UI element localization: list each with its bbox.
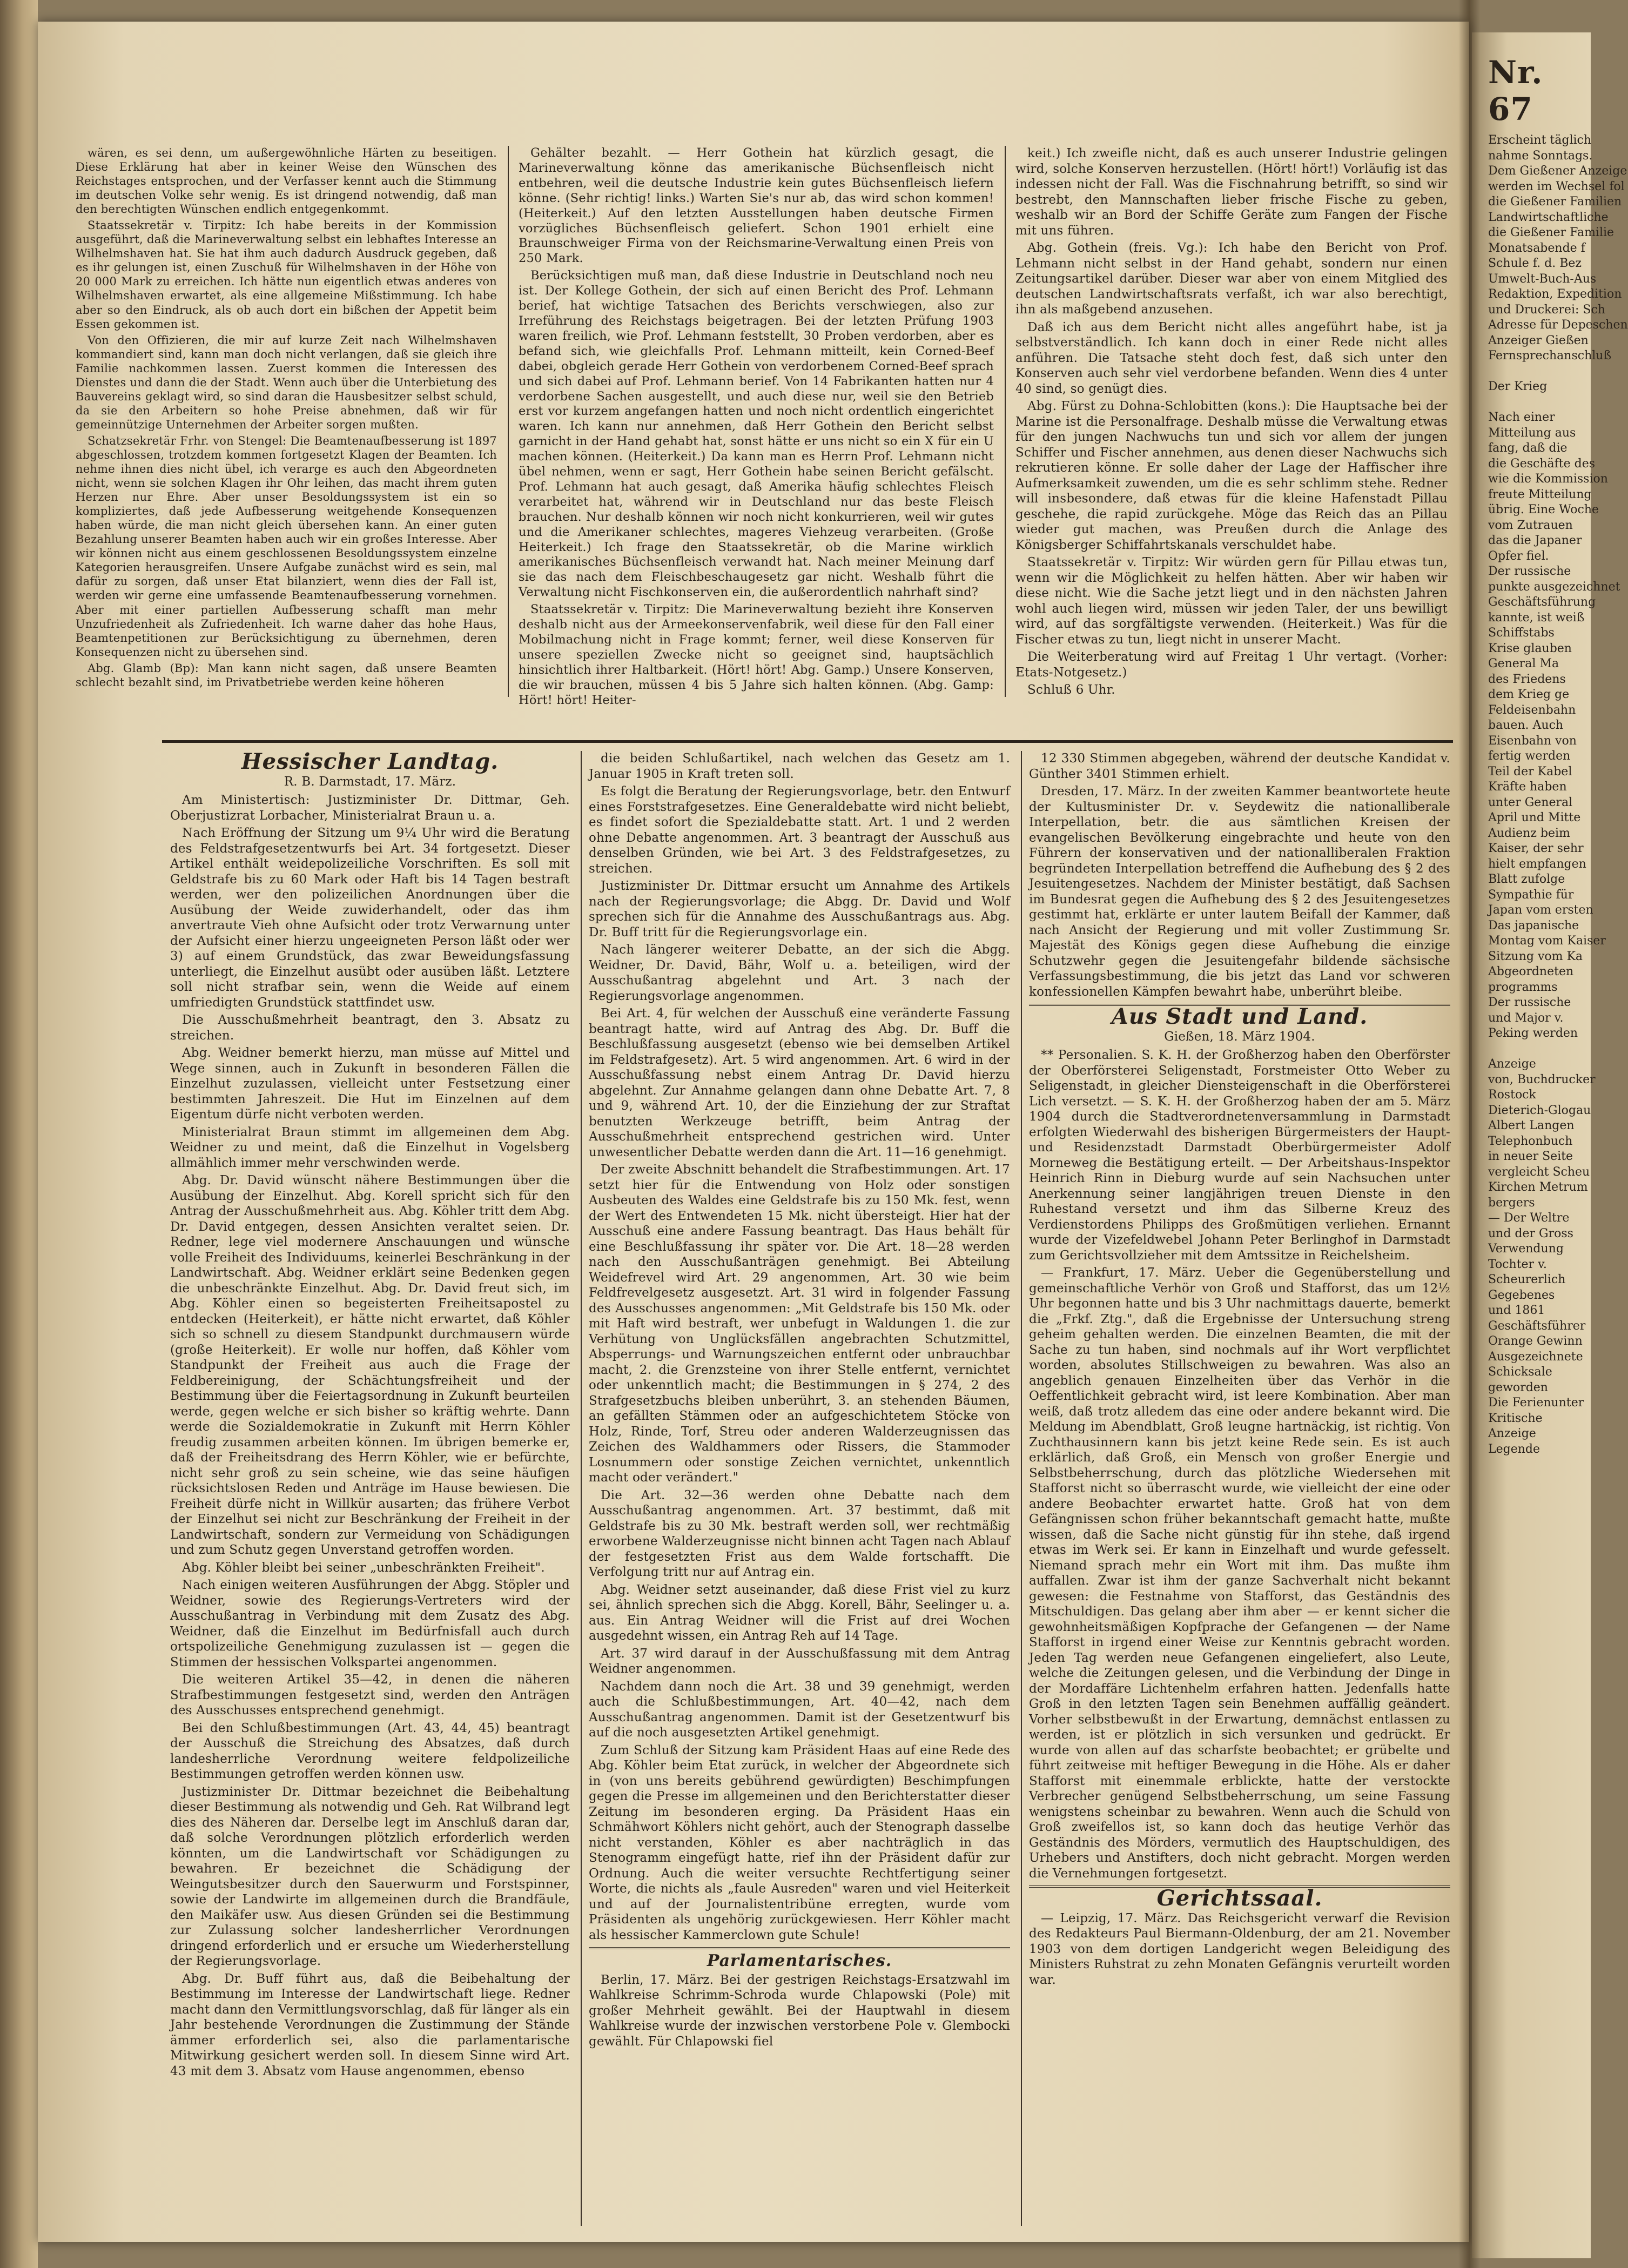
adjacent-page-line: Anzeige bbox=[1488, 1427, 1536, 1440]
article-paragraph: Die Weiterberatung wird auf Freitag 1 Uhr vertagt. (Vorher: Etats-Notgesetz.) bbox=[1015, 650, 1448, 680]
column-divider bbox=[508, 146, 509, 697]
adjacent-page-line bbox=[1488, 395, 1591, 411]
article-paragraph: Abg. Fürst zu Dohna-Schlobitten (kons.): Die Hauptsache bei der Marine ist die Personalfrage. Deshalb müsse die Verwaltung etwas für den jungen Nachwuchs tun und sich vor allem der jungen Schiffer und Fischer annehmen, aus denen dieser Nachwuchs sich rekrutieren könne. Er solle daher der Lage der Haffischer ihre Aufmerksamkeit zuwenden, um die es sehr schlimm stehe. Redner will insbesondere, daß etwas für die kleine Hafenstadt Pillau geschehe, die rapid zurückgehe. Möge das Reich das an Pillau wieder gut machen, was Preußen durch die Anlage des Königsberger Schiffahrtskanals verschuldet habe. bbox=[1015, 399, 1448, 552]
article-paragraph: Nachdem dann noch die Art. 38 und 39 genehmigt, werden auch die Schlußbestimmungen, Art. 40—42, nach dem Ausschußantrag angenommen. Damit ist der Gesetzentwurf bis auf die noch ausgesetzten Artikel genehmigt. bbox=[589, 1679, 1010, 1740]
article-paragraph: wären, es sei denn, um außergewöhnliche Härten zu beseitigen. Diese Erklärung hat aber in keiner Weise den Wünschen des Reichstages entsprochen, und der Verfasser kennt auch die Stimmung im deutschen Volke sehr wenig. Es ist dringend notwendig, daß man den berechtigten Wünschen endlich entgegenkommt. bbox=[76, 146, 497, 216]
adjacent-page-line: General Ma bbox=[1488, 657, 1559, 670]
adjacent-page-line: — Der Weltre bbox=[1488, 1211, 1570, 1225]
top-column-1 bbox=[76, 146, 497, 692]
column-divider bbox=[581, 751, 582, 2226]
adjacent-page-line: programms bbox=[1488, 980, 1558, 994]
stadt-land-paragraph: — Frankfurt, 17. März. Ueber die Gegenüberstellung und gemeinschaftliche Verhör von Groß und Stafforst, das um 12½ Uhr begonnen hatte und bis 3 Uhr nachmittags dauerte, bemerkt die „Frkf. Ztg.", daß die Ergebnisse der Untersuchung streng geheim gehalten werden. Die einzelnen Beamten, die mit der Sache zu tun haben, sind nochmals auf ihr Wort verpflichtet worden, absolutes Stillschweigen zu bewahren. Was also an angeblich genauen Einzelheiten über das Verhör in die Oeffentlichkeit gebracht wird, ist leere Kombination. Aber man weiß, daß trotz alledem das eine oder andere bekannt wird. Die Meldung im Abendblatt, Groß leugne hartnäckig, ist richtig. Von Zuchthausinnern kann bis jetzt keine Rede sein. Es ist auch erklärlich, daß Groß, ein Mensch von großer Energie und Selbstbeherrschung, durch das plötzliche Wiedersehen mit Stafforst nicht so überrascht wurde, wie vielleicht der eine oder andere Beobachter erwartet hatte. Groß hat von dem Gefängnissen schon früher bekanntschaft gemacht hatte, mußte wissen, daß die Sache nicht günstig für ihn stehe, daß irgend etwas im Werk sei. Er kann in Einzelhaft und wurde gefesselt. Niemand sprach mehr ein Wort mit ihm. Das mußte ihm auffallen. Zwar ist ihm der ganze Sachverhalt nicht bekannt gewesen: die Festnahme von Stafforst, das Geständnis des Mitschuldigen. Das gelang aber ihm aber — er kennt sicher die gewohnheitsmäßigen Kopfprache der Gefangenen — der Name Stafforst in irgend einer Weise zur Kenntnis gebracht worden. Jeden Tag werden neue Gefangenen eingeliefert, also Leute, welche die Zeitungen gelesen, und die Verbindung der Dinge in der Mordaffäre Lichtenhelm erfahren hatten. Jedenfalls hatte Groß in den letzten Tagen sein Benehmen auffällig geändert. Vorher selbstbewußt in der Erwartung, demnächst entlassen zu werden, ist er plötzlich in sich versunken und gedrückt. Er wurde von allen auf das scharfste beobachtet; er grübelte und führt zeitweise mit heftiger Bewegung in die Höhe. Als er daher Stafforst mit einemmale erblickte, hatte der verstockte Verbrecher genügend Selbstbeherrschung, um seine Fassung wenigstens scheinbar zu bewahren. Wenn auch die Schuld von Groß zweifellos ist, so kann doch das heutige Verhör das Geständnis des Mörders, vermutlich des Hauptschuldigen, des Urhebers und Anstifters, doch nicht gebracht. Morgen werden die Vernehmungen fortgesetzt. bbox=[1029, 1266, 1450, 1881]
adjacent-page-line: Dieterich-Glogau bbox=[1488, 1103, 1591, 1117]
adjacent-page-line: übrig. Eine Woche bbox=[1488, 503, 1599, 516]
adjacent-page-line: Tochter v. bbox=[1488, 1257, 1547, 1271]
article-paragraph: Art. 37 wird darauf in der Ausschußfassung mit dem Antrag Weidner angenommen. bbox=[589, 1646, 1010, 1676]
stadt-land-dateline: Gießen, 18. März 1904. bbox=[1164, 1029, 1315, 1044]
book-spine bbox=[0, 0, 38, 2268]
adjacent-page-issue-number: Nr. 67 bbox=[1488, 54, 1543, 128]
landtag-paragraph: Bei den Schlußbestimmungen (Art. 43, 44, 45) beantragt der Ausschuß die Streichung des Absatzes, daß durch landesherrliche Verordnung weitere feldpolizeiliche Bestimmungen getroffen werden können usw. bbox=[170, 1721, 570, 1781]
landtag-paragraph: Abg. Dr. Buff führt aus, daß die Beibehaltung der Bestimmung im Interesse der Landwirtschaft liege. Redner macht dann den Vermittlungsvorschlag, daß für länger als ein Jahr bestehende Verordnungen die Zustimmung der Stände ämmer erforderlich sei, also die parlamentarische Mitwirkung gesichert werden soll. In diesem Sinne wird Art. 43 mit dem 3. Absatz vom Hause angenommen, ebenso bbox=[170, 1971, 570, 2078]
adjacent-page-line: Kaiser, der sehr bbox=[1488, 842, 1584, 855]
adjacent-page-line: Nach einer bbox=[1488, 411, 1555, 424]
adjacent-page-line: bauen. Auch bbox=[1488, 719, 1564, 732]
adjacent-page-line: Adresse für Depeschen bbox=[1488, 318, 1628, 332]
landtag-paragraph: Nach einigen weiteren Ausführungen der Abgg. Stöpler und Weidner, sowie des Regierungs-Vertreters wird der Ausschußantrag in Verbindung mit dem Zusatz des Abg. Weidner, daß die Einzelhut im Bedürfnisfall auch durch ortspolizeiliche Genehmigung zuzulassen ist — gegen die Stimmen der hessischen Volkspartei angenommen. bbox=[170, 1578, 570, 1669]
adjacent-page-line: Geschäftsführung bbox=[1488, 595, 1596, 609]
adjacent-page-line: Blatt zufolge bbox=[1488, 873, 1565, 886]
adjacent-page-line: Dem Gießener Anzeige bbox=[1488, 164, 1627, 178]
column-divider bbox=[1021, 751, 1022, 2226]
adjacent-page-line: Ausgezeichnete bbox=[1488, 1350, 1583, 1364]
adjacent-page-line: Das japanische bbox=[1488, 918, 1579, 932]
adjacent-page-line: Telephonbuch bbox=[1488, 1134, 1573, 1148]
article-paragraph: Gehälter bezahlt. — Herr Gothein hat kürzlich gesagt, die Marineverwaltung könne das amerikanische Büchsenfleisch nicht entbehren, weil die deutsche Industrie kein gutes Büchsenfleisch liefern könne. (Sehr richtig! links.) Warten Sie's nur ab, das wird schon kommen! (Heiterkeit.) Auf den letzten Ausstellungen haben deutsche Firmen vorzügliches Büchsenfleisch geliefert. Schon 1901 erhielt eine Braunschweiger Firma von der Reichsmarine-Verwaltung einen Preis von 250 Mark. bbox=[519, 146, 994, 266]
adjacent-page-line: Geschäftsführer bbox=[1488, 1319, 1586, 1333]
page-gutter bbox=[1458, 0, 1480, 2268]
adjacent-page-line: Der russische bbox=[1488, 996, 1571, 1009]
right-column bbox=[1029, 751, 1450, 1990]
adjacent-page-line: hielt empfangen bbox=[1488, 857, 1586, 871]
adjacent-page-line: Kirchen Metrum bbox=[1488, 1180, 1588, 1194]
adjacent-page-line: Schiffstabs bbox=[1488, 626, 1555, 640]
article-paragraph: Es folgt die Beratung der Regierungsvorlage, betr. den Entwurf eines Forststrafgesetzes. Eine Generaldebatte wird nicht beliebt, es findet sofort die Spezialdebatte statt. Art. 1 und 2 werden ohne Debatte angenommen. Art. 3 beantragt der Ausschuß aus denselben Gründen, wie bei Art. 3 des Feldstrafgesetzes, zu streichen. bbox=[589, 784, 1010, 876]
adjacent-page-line: freute Mitteilung bbox=[1488, 487, 1592, 501]
adjacent-page-line: punkte ausgezeichnet bbox=[1488, 580, 1620, 594]
adjacent-page-line: Scheurerlich bbox=[1488, 1273, 1566, 1286]
column-divider bbox=[1005, 146, 1006, 697]
top-column-3 bbox=[1015, 146, 1448, 700]
article-paragraph: Bei Art. 4, für welchen der Ausschuß eine veränderte Fassung beantragt hatte, wird auf Antrag des Abg. Dr. Buff die Beschlußfassung ausgesetzt (ebenso wie bei demselben Artikel im Feldstrafgesetz). Art. 5 wird angenommen. Art. 6 wird in der Ausschußfassung nebst einem Antrag Dr. David hierzu abgelehnt. Zur Annahme gelangen dann ohne Debatte Art. 7, 8 und 9, während Art. 10, der die Einziehung der zur Straftat benutzten Werkzeuge betrifft, beim Antrag der Ausschußmehrheit entsprechend gestrichen wird. Unter unwesentlicher Debatte werden dann die Art. 11—16 genehmigt. bbox=[589, 1006, 1010, 1159]
adjacent-page-line: Sympathie für bbox=[1488, 888, 1574, 902]
adjacent-page-line: Der russische bbox=[1488, 565, 1571, 578]
article-paragraph: Der zweite Abschnitt behandelt die Strafbestimmungen. Art. 17 setzt hier für die Entwendung von Holz oder sonstigen Ausbeuten des Waldes eine Geldstrafe bis zu 150 Mk. fest, wenn der Wert des Entwendeten 15 Mk. nicht übersteigt. Hier hat der Ausschuß eine andere Fassung beantragt. Das Haus behält für eine Beschlußfassung ihr später vor. Die Art. 18—28 werden nach den Ausschußanträgen genehmigt. Bei Abteilung Weidefrevel wird Art. 29 angenommen, Art. 30 wie beim Feldfrevelgesetz ausgesetzt. Art. 31 wird in folgender Fassung des Ausschusses angenommen: „Mit Geldstrafe bis 150 Mk. oder mit Haft wird bestraft, wer unbefugt in Waldungen 1. die zur Verhütung von Unglücksfällen angebrachten Schutzmittel, Absperrungs- und Warnungszeichen entfernt oder unbrauchbar macht, 2. die Grenzsteine von ihrer Stelle entfernt, vernichtet oder unkenntlich macht; die Bestimmungen in § 274, 2 des Strafgesetzbuchs bleiben unberührt, 3. an stehenden Bäumen, an gefällten Stämmen oder an aufgeschichtetem Stöcke von Holz, Rinde, Torf, Streu oder anderen Walderzeugnissen das Zeichen des Waldhammers oder Rissers, die Stammoder Losnummern oder sonstige Zeichen vernichtet, unkenntlich macht oder verändert." bbox=[589, 1163, 1010, 1485]
adjacent-page-line: Schule f. d. Bez bbox=[1488, 257, 1582, 270]
adjacent-page-line: Gegebenes bbox=[1488, 1288, 1555, 1302]
adjacent-page-line bbox=[1488, 1042, 1591, 1057]
adjacent-page-line: das die Japaner bbox=[1488, 534, 1582, 547]
article-paragraph: Von den Offizieren, die mir auf kurze Zeit nach Wilhelmshaven kommandiert sind, kann man doch nicht verlangen, daß sie gleich ihre Familie nachkommen lassen. Zuerst kommen die Interessen des Dienstes und dann die der Stadt. Wenn auch über die Unterbietung des Bauvereins geklagt wird, so sind daran die Hausbesitzer selbst schuld, da sie den Arbeitern so hohe Preise abnehmen, daß wir für gemeinnützige Unternehmen der Arbeiter sorgen mußten. bbox=[76, 333, 497, 431]
adjacent-page-line: Fernsprechanschluß bbox=[1488, 349, 1612, 363]
adjacent-page-line: Eisenbahn von bbox=[1488, 734, 1577, 748]
top-column-2 bbox=[519, 146, 994, 710]
article-paragraph: Justizminister Dr. Dittmar ersucht um Annahme des Artikels nach der Regierungsvorlage; die Abgg. Dr. David und Wolf sprechen sich für die Annahme des Ausschußantrags aus. Abg. Dr. Buff tritt für die Regierungsvorlage ein. bbox=[589, 879, 1010, 940]
parlamentarisches-title: Parlamentarisches. bbox=[707, 1951, 892, 1970]
adjacent-page-line: Der Krieg bbox=[1488, 380, 1548, 393]
adjacent-page-line: Legende bbox=[1488, 1442, 1540, 1456]
adjacent-page-line: Umwelt-Buch-Aus bbox=[1488, 272, 1597, 286]
article-paragraph: Abg. Gothein (freis. Vg.): Ich habe den Bericht von Prof. Lehmann nicht selbst in der Hand gehabt, sondern nur einen Zeitungsartikel darüber. Dieser war aber von einem Mitglied des deutschen Landwirtschaftsrats verfaßt, ich war also berechtigt, ihn als maßgebend anzusehen. bbox=[1015, 241, 1448, 317]
adjacent-page-line: Opfer fiel. bbox=[1488, 549, 1549, 563]
adjacent-page-line: wie die Kommission bbox=[1488, 472, 1608, 486]
landtag-paragraph: Abg. Dr. David wünscht nähere Bestimmungen über die Ausübung der Einzelhut. Abg. Korell spricht sich für den Antrag der Ausschußmehrheit aus. Abg. Köhler tritt dem Abg. Dr. David entgegen, dessen Ansichten veraltet seien. Dr. Redner, lege viel modernere Anschauungen und wünsche volle Freiheit des Individuums, keinerlei Beschränkung in der Landwirtschaft. Abg. Weidner erklärt seine Bedenken gegen die unbeschränkte Einzelhut. Abg. Dr. David freut sich, im Abg. Köhler einen so begeisterten Freiheitsapostel zu entdecken (Heiterkeit), er hätte nicht erwartet, daß Köhler sich so schnell zu diesem Standpunkt durchmausern würde (große Heiterkeit). Er wolle nur hoffen, daß Köhler vom Standpunkt der Freiheit aus auch die Frage der Feldbereinigung, der Schächtungsfreiheit und der Bestimmung über die Feiertagsordnung in Zukunft beurteilen werde, gegen welche er sich bisher so kräftig wehrte. Dann werde die Sozialdemokratie in Zukunft mit Herrn Köhler freudig zusammen arbeiten können. Im übrigen bemerke er, daß der Freiheitsdrang des Herrn Köhler, wie er befürchte, nicht sehr groß zu sein scheine, wie das seine häufigen rücksichtslosen Reden und Anträge im Hause bewiesen. Die Freiheit dürfe nicht in Willkür ausarten; das frühere Verbot der Einzelhut sei nicht zur Beschränkung der Freiheit in der Landwirtschaft, sondern zur Vermeidung von Schädigungen und zum Schutz gegen Unverstand getroffen worden. bbox=[170, 1173, 570, 1557]
adjacent-page-line: und Major v. bbox=[1488, 1011, 1564, 1025]
landtag-dateline: R. B. Darmstadt, 17. März. bbox=[284, 774, 456, 789]
middle-column bbox=[589, 751, 1010, 2051]
adjacent-page-line: die Gießener Familie bbox=[1488, 226, 1614, 239]
adjacent-page-line: werden im Wechsel fol bbox=[1488, 179, 1625, 193]
adjacent-page-line: dem Krieg ge bbox=[1488, 688, 1570, 701]
adjacent-page-line: des Friedens bbox=[1488, 672, 1566, 686]
adjacent-page-line: unter General bbox=[1488, 795, 1573, 809]
adjacent-page-line: und Druckerei: Sch bbox=[1488, 303, 1605, 317]
adjacent-page-line: April und Mitte bbox=[1488, 811, 1581, 824]
adjacent-page-line: Peking werden bbox=[1488, 1026, 1578, 1040]
adjacent-page-line: Feldeisenbahn bbox=[1488, 703, 1576, 717]
article-paragraph: Daß ich aus dem Bericht nicht alles angeführt habe, ist ja selbstverständlich. Ich kann doch in einer Rede nicht alles anführen. Die Tatsache steht doch fest, daß sich unter den Konserven auch sehr viel verdorbene befanden. Wenn dies 4 unter 40 sind, so genügt dies. bbox=[1015, 320, 1448, 396]
article-paragraph: keit.) Ich zweifle nicht, daß es auch unserer Industrie gelingen wird, solche Konserven herzustellen. (Hört! hört!) Vorläufig ist das indessen nicht der Fall. Was die Fischnahrung betrifft, so sind wir bestrebt, den Mannschaften lieber frische Fische zu geben, weshalb wir an Bord der Schiffe Geräte zum Fangen der Fische mit uns führen. bbox=[1015, 146, 1448, 238]
adjacent-page-line: bergers bbox=[1488, 1196, 1535, 1210]
adjacent-page-line: fertig werden bbox=[1488, 749, 1571, 763]
landtag-paragraph: Abg. Weidner bemerkt hierzu, man müsse auf Mittel und Wege sinnen, auch in Zukunft in besonderen Fällen die Einzelhut zuzulassen, vielleicht unter Festsetzung einer bestimmten Jahreszeit. Die Hut im Einzelnen auf dem Eigentum dürfe nicht verboten werden. bbox=[170, 1046, 570, 1122]
adjacent-page-line: Sitzung vom Ka bbox=[1488, 949, 1583, 963]
adjacent-page-line: Japan vom ersten bbox=[1488, 903, 1593, 917]
article-paragraph: Abg. Weidner setzt auseinander, daß diese Frist viel zu kurz sei, ähnlich sprechen sich die Abgg. Korell, Bähr, Seelinger u. a. aus. Ein Antrag Weidner will die Frist auf drei Wochen ausgedehnt wissen, ein Antrag Reh auf 14 Tage. bbox=[589, 1582, 1010, 1643]
article-paragraph: Staatssekretär v. Tirpitz: Ich habe bereits in der Kommission ausgeführt, daß die Marineverwaltung selbst ein lebhaftes Interesse an Wilhelmshaven hat. Sie hat ihm auch dadurch Ausdruck gegeben, daß es ihr gelungen ist, einen Zuschuß für Wilhelmshaven in der Höhe von 20 000 Mark zu erreichen. Ich hätte nun eigentlich etwas anderes von Wilhelmshaven erwartet, als eine allgemeine Mißstimmung. Ich habe aber so den Eindruck, als ob auch dort ein bißchen der Appetit beim Essen gekommen ist. bbox=[76, 219, 497, 331]
adjacent-page-line: vergleicht Scheu bbox=[1488, 1165, 1590, 1179]
article-paragraph: Dresden, 17. März. In der zweiten Kammer beantwortete heute der Kultusminister Dr. v. Seydewitz die nationalliberale Interpellation, betr. die aus sämtlichen Kreisen der evangelischen Bevölkerung eingebrachte und heute von den Führern der konservativen und der nationalliberalen Fraktion begründeten Interpellation betreffend die Aufhebung des § 2 des Jesuitengesetzes. Nachdem der Minister bestätigt, daß Sachsen im Bundesrat gegen die Aufhebung des § 2 des Jesuitengesetzes gestimmt hat, erklärte er unter lautem Beifall der Kammer, daß nach Ansicht der Regierung und mit voller Zustimmung Sr. Majestät des Königs gegen diese Aufhebung die einzige Schutzwehr gegen die Jesuitengefahr bildende sächsische Verfassungsbestimmung, die bis jetzt das Land vor schweren konfessionellen Kämpfen bewahrt habe, unberührt bleibe. bbox=[1029, 784, 1450, 999]
adjacent-page-line: Anzeiger Gießen bbox=[1488, 333, 1589, 347]
stadt-land-title: Aus Stadt und Land. bbox=[1111, 1004, 1368, 1029]
adjacent-page-line: kannte, ist weiß bbox=[1488, 610, 1585, 625]
adjacent-page-line: Erscheint täglich bbox=[1488, 133, 1592, 147]
landtag-paragraph: Die weiteren Artikel 35—42, in denen die näheren Strafbestimmungen festgesetzt sind, werden den Anträgen des Ausschusses entsprechend genehmigt. bbox=[170, 1673, 570, 1717]
article-paragraph: Staatssekretär v. Tirpitz: Wir würden gern für Pillau etwas tun, wenn wir die Möglichkeit zu helfen hätten. Aber wir haben wir diese nicht. Wie die Sache jetzt liegt und in den nächsten Jahren wohl auch liegen wird, müssen wir jeden Taler, der uns bewilligt wird, auf das sorgfältigste verwenden. (Heiterkeit.) Was für die Fischer etwas zu tun, liegt nicht in unserer Macht. bbox=[1015, 555, 1448, 647]
adjacent-page-line: Anzeige bbox=[1488, 1057, 1536, 1071]
adjacent-page-line: Krise glauben bbox=[1488, 641, 1572, 655]
article-paragraph: Nach längerer weiterer Debatte, an der sich die Abgg. Weidner, Dr. David, Bähr, Wolf u. a. beteiligen, wird der Ausschußantrag abgelehnt und Art. 3 nach der Regierungsvorlage angenommen. bbox=[589, 943, 1010, 1003]
adjacent-page-line: Schicksale bbox=[1488, 1365, 1552, 1379]
adjacent-page-line: Audienz beim bbox=[1488, 826, 1570, 840]
article-paragraph: 12 330 Stimmen abgegeben, während der deutsche Kandidat v. Günther 3401 Stimmen erhielt. bbox=[1029, 751, 1450, 781]
adjacent-page-line: Kräfte haben bbox=[1488, 780, 1567, 794]
adjacent-page-line: Rostock bbox=[1488, 1088, 1536, 1102]
article-paragraph: die beiden Schlußartikel, nach welchen das Gesetz am 1. Januar 1905 in Kraft treten soll. bbox=[589, 751, 1010, 781]
adjacent-page-line: die Gießener Familien bbox=[1488, 195, 1622, 209]
adjacent-page-line: und der Gross bbox=[1488, 1226, 1573, 1240]
article-paragraph: Berücksichtigen muß man, daß diese Industrie in Deutschland noch neu ist. Der Kollege Gothein, der sich auf einen Bericht des Prof. Lehmann berief, hat wichtige Tatsachen des Berichts verschwiegen, also zur Irreführung des Reichstags beigetragen. Bei der letzten Prüfung 1903 waren freilich, wie Prof. Lehmann feststellt, 30 Proben verdorben, aber es befand sich, wie gleichfalls Prof. Lehmann mitteilt, kein Corned-Beef dabei, obgleich gerade Herr Gothein von verdorbenem Corned-Beef sprach und sich dabei auf Prof. Lehmann berief. Von 14 Fabrikanten hatten nur 4 verdorbene Sachen ausgestellt, und auch diese nur, weil sie den Betrieb erst vor kurzem angefangen hatten und noch nicht ordentlich eingerichtet waren. Ich kann nur annehmen, daß Herr Gothein den Bericht selbst garnicht in der Hand gehabt hat, sonst hätte er uns nicht so ein X für ein U machen können. (Heiterkeit.) Da kann man es Herrn Prof. Lehmann nicht übel nehmen, wenn er sagt, Herr Gothein habe seinen Bericht gefälscht. Prof. Lehmann hat auch gesagt, daß Amerika häufig schlechtes Fleisch verarbeitet hat, während wir in Deutschland nur das beste Fleisch brauchen. Nur deshalb können wir noch nicht konkurrieren, weil wir gutes und die Amerikaner schlechtes, mageres Viehzeug verarbeiten. (Große Heiterkeit.) Ich frage den Staatssekretär, ob die Marine wirklich amerikanisches Büchsenfleisch verwandt hat. Nach meiner Meinung darf sie das nach dem Fleischbeschaugesetz gar nicht. Weshalb führt die Verwaltung nicht Fischkonserven ein, die außerordentlich nahrhaft sind? bbox=[519, 269, 994, 600]
landtag-paragraph: Die Ausschußmehrheit beantragt, den 3. Absatz zu streichen. bbox=[170, 1013, 570, 1043]
adjacent-page-line: fang, daß die bbox=[1488, 441, 1568, 455]
parlamentarisches-paragraph: Berlin, 17. März. Bei der gestrigen Reichstags-Ersatzwahl im Wahlkreise Schrimm-Schroda wurde Chlapowski (Pole) mit großer Mehrheit gewählt. Bei der Hauptwahl in diesem Wahlkreise wurde der inzwischen verstorbene Pole v. Glembocki gewählt. Für Chlapowski fiel bbox=[589, 1972, 1010, 2049]
adjacent-page-line: und 1861 bbox=[1488, 1304, 1545, 1317]
adjacent-page-line: vom Zutrauen bbox=[1488, 518, 1573, 532]
adjacent-page bbox=[1472, 32, 1628, 2258]
adjacent-page-line: Montag vom Kaiser bbox=[1488, 934, 1606, 948]
adjacent-page-line: Mitteilung aus bbox=[1488, 426, 1576, 440]
adjacent-page-line: Monatsabende f bbox=[1488, 241, 1585, 255]
article-paragraph: Schluß 6 Uhr. bbox=[1027, 683, 1115, 697]
adjacent-page-line: die Geschäfte des bbox=[1488, 457, 1596, 471]
article-paragraph: Staatssekretär v. Tirpitz: Die Marineverwaltung bezieht ihre Konserven deshalb nicht aus der Armeekonservenfabrik, weil diese für den Fall einer Mobilmachung nicht in Frage kommt; ferner, weil diese Konserven für unsere speziellen Zwecke nicht so geeignet sind, hauptsächlich hinsichtlich ihrer Haltbarkeit. (Hört! hört! Abg. Gamp.) Unsere Konserven, die wir brauchen, müssen 4 bis 5 Jahre sich halten können. (Abg. Gamp: Hört! hört! Heiter- bbox=[519, 602, 994, 707]
gerichtssaal-title: Gerichtssaal. bbox=[1156, 1885, 1323, 1911]
adjacent-page-line: Redaktion, Expedition bbox=[1488, 287, 1622, 301]
article-paragraph: Zum Schluß der Sitzung kam Präsident Haas auf eine Rede des Abg. Köhler beim Etat zurück, in welcher der Abgeordnete sich in (von uns bereits gebührend gewürdigten) Beschimpfungen gegen die Presse im allgemeinen und den Berichterstatter dieser Zeitung im besonderen erging. Da Präsident Haas ein Schmähwort Köhlers nicht gehört, auch der Stenograph dasselbe nicht verstanden, Köhler es aber nachträglich in das Stenogramm eingefügt hatte, rief ihn der Präsident dafür zur Ordnung. Auch die weiter versuchte Rechtfertigung seiner Worte, die nichts als „faule Ausreden" waren und viel Heiterkeit und auf der Journalistentribüne erregten, wurde vom Präsidenten als ungehörig zurückgewiesen. Herr Köhler macht als hessischer Kammerclown gute Schule! bbox=[589, 1743, 1010, 1942]
adjacent-page-line bbox=[1488, 364, 1591, 380]
landtag-paragraph: Am Ministertisch: Justizminister Dr. Dittmar, Geh. Oberjustizrat Lorbacher, Ministerialrat Braun u. a. bbox=[170, 793, 570, 823]
adjacent-page-text bbox=[1488, 133, 1628, 1457]
adjacent-page-line: geworden bbox=[1488, 1380, 1548, 1394]
adjacent-page-line: Verwendung bbox=[1488, 1242, 1564, 1256]
landtag-paragraph: Nach Eröffnung der Sitzung um 9¼ Uhr wird die Beratung des Feldstrafgesetzentwurfs bei Art. 34 fortgesetzt. Dieser Artikel enthält weidepolizeiliche Vorschriften. Es soll mit Geldstrafe bis zu 60 Mark oder Haft bis 14 Tagen bestraft werden, wer den polizeilichen Anordnungen über die Ausübung der Weide zuwiderhandelt, oder das ihm anvertraute Vieh ohne Aufsicht oder trotz Verwarnung unter der Aufsicht einer hierzu ungeeigneten Person läßt oder wer 3) auf einem Grundstück, das zwar Beweidungsfassung unterliegt, die Einzelhut ausübt oder ausüben läßt. Letztere soll nicht strafbar sein, wenn die Weide auf einem umfriedigten Grundstück stattfindet usw. bbox=[170, 826, 570, 1010]
landtag-paragraph: Justizminister Dr. Dittmar bezeichnet die Beibehaltung dieser Bestimmung als notwendig und Geh. Rat Wilbrand legt dies des Näheren dar. Derselbe legt im Anschluß daran dar, daß solche Verordnungen plötzlich erforderlich werden könnten, um die Landwirtschaft vor Schädigungen zu bewahren. Er bezeichnet die Schädigung der Weingutsbesitzer durch den Sauerwurm und Forstspinner, sowie der Landwirte im allgemeinen durch die Brandfäule, den Maikäfer usw. Aus diesen Gründen sei die Bestimmung zur Zulassung solcher landesherrlicher Verordnungen dringend erforderlich und er ersuche um Wiederherstellung der Regierungsvorlage. bbox=[170, 1784, 570, 1968]
article-paragraph: Abg. Glamb (Bp): Man kann nicht sagen, daß unsere Beamten schlecht bezahlt sind, im Privatbetriebe werden keine höheren bbox=[76, 661, 497, 689]
landtag-title: Hessischer Landtag. bbox=[241, 749, 499, 774]
section-rule bbox=[162, 740, 1453, 743]
article-paragraph: Die Art. 32—36 werden ohne Debatte nach dem Ausschußantrag angenommen. Art. 37 bestimmt, daß mit Geldstrafe bis zu 30 Mk. bestraft werden soll, wer rechtmäßig erworbene Walderzeugnisse nicht binnen acht Tagen nach Ablauf der festgesetzten Frist aus dem Walde fortschafft. Die Verfolgung tritt nur auf Antrag ein. bbox=[589, 1488, 1010, 1579]
adjacent-page-line: Abgeordneten bbox=[1488, 965, 1574, 978]
landtag-column bbox=[170, 751, 570, 2081]
adjacent-page-line: nahme Sonntags. bbox=[1488, 149, 1593, 163]
adjacent-page-line: Albert Langen bbox=[1488, 1119, 1575, 1132]
article-paragraph: Schatzsekretär Frhr. von Stengel: Die Beamtenaufbesserung ist 1897 abgeschlossen, trotzdem kommen fortgesetzt Klagen der Beamten. Ich nehme ihnen dies nicht übel, ich verarge es auch den Abgeordneten nicht, wenn sie solchen Klagen ihr Ohr leihen, das macht ihrem guten Herzen nur Ehre. Aber unser Besoldungssystem ist ein so kompliziertes, daß jede Aufbesserung weitgehende Konsequenzen haben würde, die man nicht gleich übersehen kann. An einer guten Bezahlung unserer Beamten haben auch wir ein großes Interesse. Aber wir können nicht aus einem geschlossenen Besoldungssystem einzelne Kategorien herausgreifen. Unsere Aufgabe zunächst wird es sein, mal dafür zu sorgen, daß unser Etat bilanziert, wenn dies der Fall ist, werden wir gerne eine umfassende Beamtenaufbesserung vornehmen. Aber mit einer partiellen Aufbesserung schafft man mehr Unzufriedenheit als Zufriedenheit. Ich warne daher das hohe Haus, Beamtenpetitionen zur Berücksichtigung zu übernehmen, deren Konsequenzen nicht zu übersehen sind. bbox=[76, 434, 497, 659]
stadt-land-paragraph: ** Personalien. S. K. H. der Großherzog haben den Oberförster der Oberförsterei Seligenstadt, Forstmeister Otto Weber zu Seligenstadt, in gleicher Diensteigenschaft in die Oberförsterei Lich versetzt. — S. K. H. der Großherzog haben der am 5. März 1904 durch die Stadtverordnetenversammlung in Darmstadt erfolgten Wiederwahl des bisherigen Bürgermeisters der Haupt- und Residenzstadt Darmstadt Oberbürgermeister Adolf Morneweg die Bestätigung erteilt. — Der Arbeitshaus-Inspektor Heinrich Rinn in Dieburg wurde auf sein Nachsuchen unter Anerkennung seiner langjährigen treuen Dienste in den Ruhestand versetzt und ihm das Silberne Kreuz des Verdienstordens Philipps des Großmütigen verliehen. Ernannt wurde der Vizefeldwebel Johann Peter Berlinghof in Darmstadt zum Gerichtsvollzieher mit dem Amtssitze in Reichelsheim. bbox=[1029, 1048, 1450, 1263]
adjacent-page-line: Kritische bbox=[1488, 1411, 1543, 1425]
adjacent-page-line: Orange Gewinn bbox=[1488, 1334, 1583, 1348]
adjacent-page-line: Teil der Kabel bbox=[1488, 764, 1572, 779]
landtag-paragraph: Ministerialrat Braun stimmt im allgemeinen dem Abg. Weidner zu und meint, daß die Einzelhut in Vogelsberg allmählich immer mehr verschwinden werde. bbox=[170, 1125, 570, 1170]
adjacent-page-line: von, Buchdrucker bbox=[1488, 1072, 1596, 1086]
adjacent-page-line: in neuer Seite bbox=[1488, 1150, 1573, 1163]
landtag-paragraph: Abg. Köhler bleibt bei seiner „unbeschränkten Freiheit". bbox=[182, 1560, 545, 1575]
adjacent-page-line: Die Ferienunter bbox=[1488, 1396, 1584, 1410]
gerichtssaal-paragraph: — Leipzig, 17. März. Das Reichsgericht verwarf die Revision des Redakteurs Paul Biermann-Oldenburg, der am 21. November 1903 von dem dortigen Landgericht wegen Beleidigung des Ministers Ruhstrat zu zehn Monaten Gefängnis verurteilt worden war. bbox=[1029, 1911, 1450, 1987]
adjacent-page-line: Landwirtschaftliche bbox=[1488, 210, 1609, 224]
